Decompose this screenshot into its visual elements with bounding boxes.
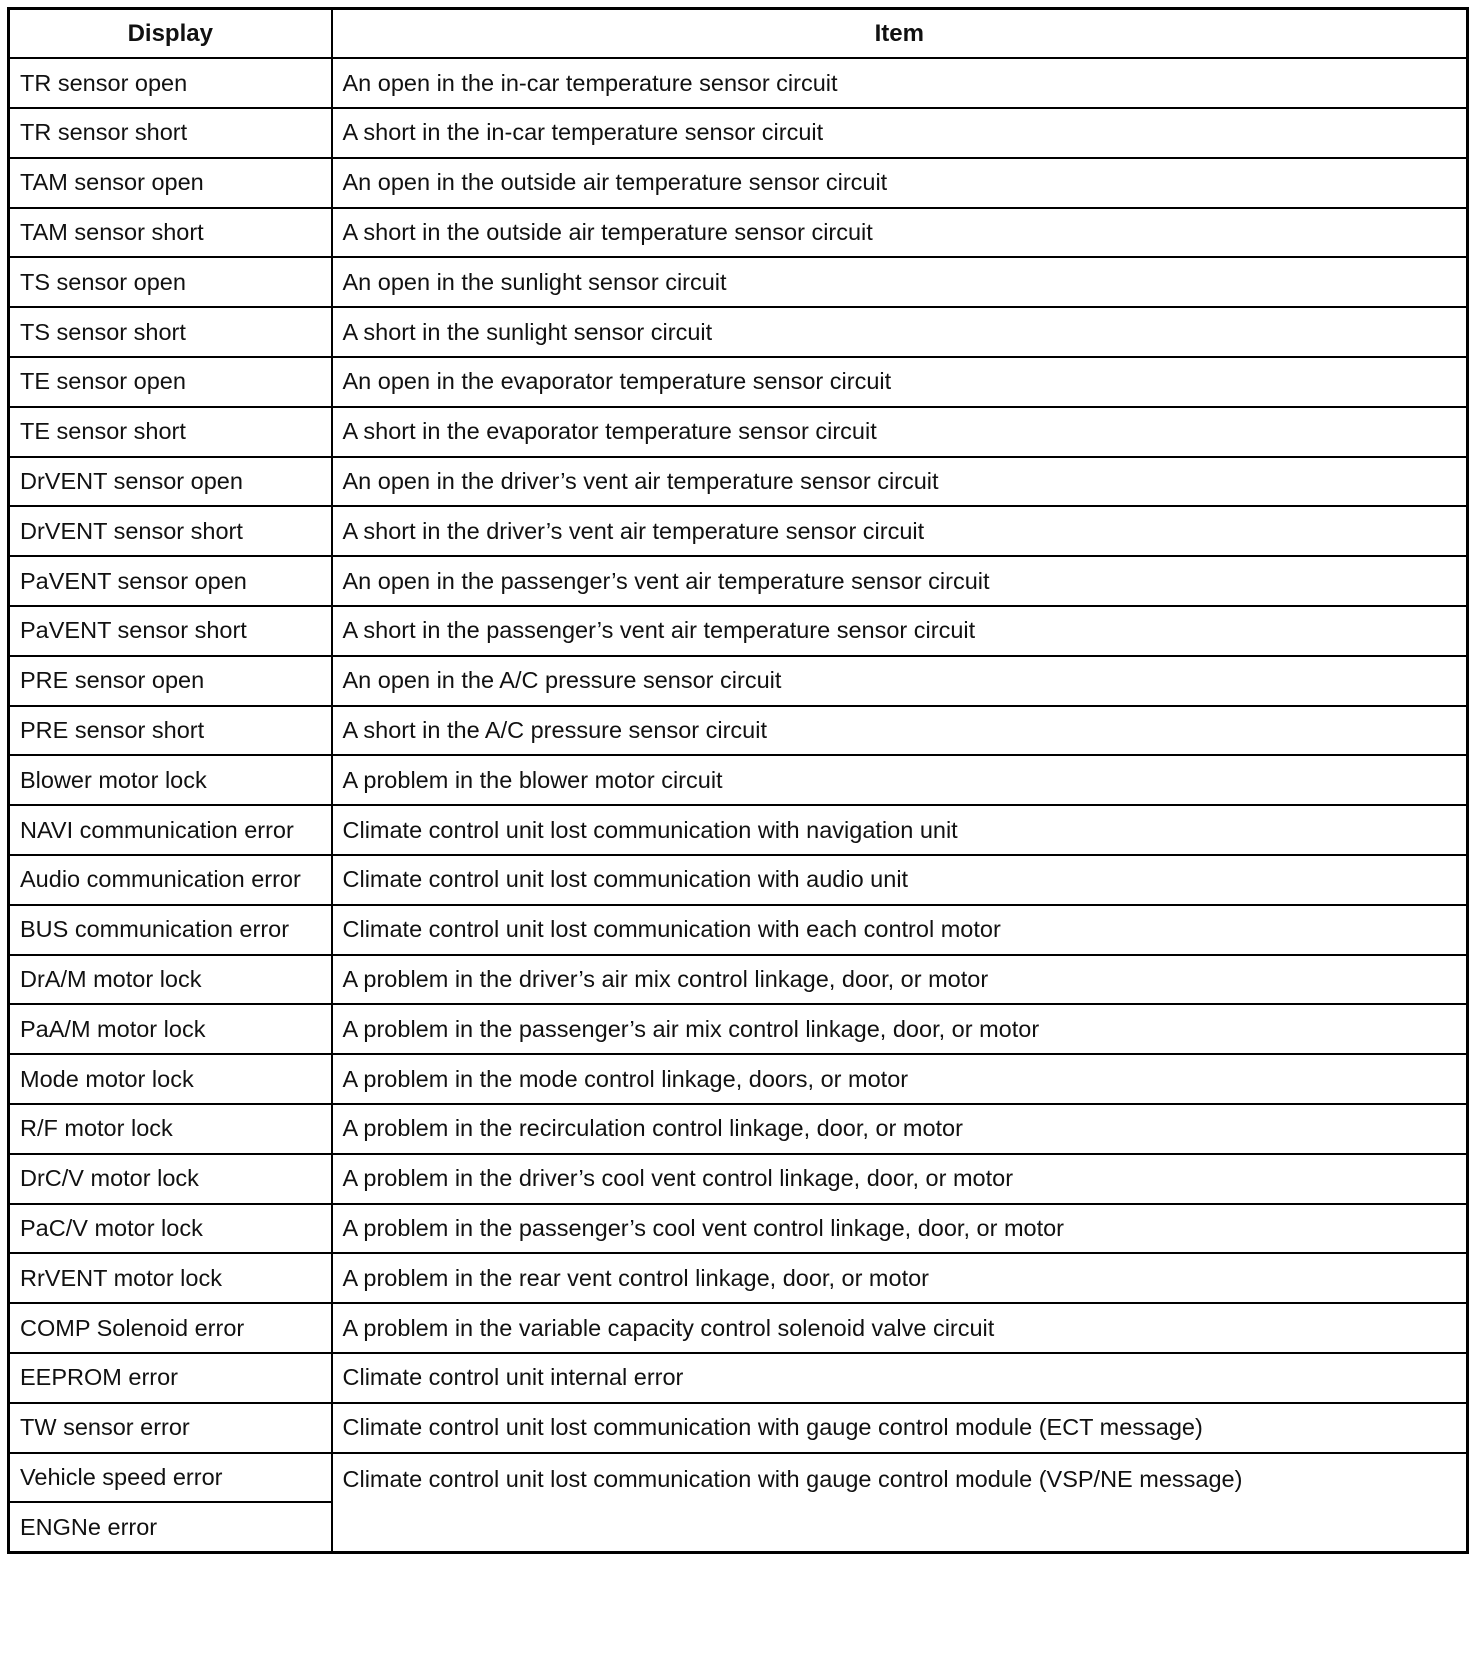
item-cell: A short in the outside air temperature sensor circuit bbox=[332, 208, 1468, 258]
column-header-item: Item bbox=[332, 9, 1468, 59]
display-cell: TR sensor short bbox=[9, 108, 332, 158]
item-cell: A problem in the driver’s cool vent control linkage, door, or motor bbox=[332, 1154, 1468, 1204]
item-cell: A problem in the passenger’s cool vent control linkage, door, or motor bbox=[332, 1204, 1468, 1254]
display-cell: TW sensor error bbox=[9, 1403, 332, 1453]
display-cell: NAVI communication error bbox=[9, 805, 332, 855]
item-cell: A problem in the driver’s air mix control linkage, door, or motor bbox=[332, 955, 1468, 1005]
table-row bbox=[9, 1453, 1468, 1503]
table-body bbox=[9, 58, 1468, 1552]
display-cell: PaC/V motor lock bbox=[9, 1204, 332, 1254]
item-cell: A problem in the recirculation control linkage, door, or motor bbox=[332, 1104, 1468, 1154]
display-cell: R/F motor lock bbox=[9, 1104, 332, 1154]
table-row bbox=[9, 1204, 1468, 1254]
item-cell: A problem in the passenger’s air mix control linkage, door, or motor bbox=[332, 1004, 1468, 1054]
table-row bbox=[9, 108, 1468, 158]
table-row bbox=[9, 656, 1468, 706]
table-header-row bbox=[9, 9, 1468, 59]
table-row bbox=[9, 855, 1468, 905]
table-row bbox=[9, 208, 1468, 258]
table-row bbox=[9, 58, 1468, 108]
item-cell: A short in the A/C pressure sensor circuit bbox=[332, 706, 1468, 756]
display-cell: TAM sensor open bbox=[9, 158, 332, 208]
display-cell: TR sensor open bbox=[9, 58, 332, 108]
table-row bbox=[9, 755, 1468, 805]
table-row bbox=[9, 407, 1468, 457]
item-cell: Climate control unit lost communication with audio unit bbox=[332, 855, 1468, 905]
table-row bbox=[9, 357, 1468, 407]
item-cell: An open in the in-car temperature sensor circuit bbox=[332, 58, 1468, 108]
display-cell: COMP Solenoid error bbox=[9, 1303, 332, 1353]
item-cell: A short in the in-car temperature sensor circuit bbox=[332, 108, 1468, 158]
table-row bbox=[9, 257, 1468, 307]
item-cell: An open in the driver’s vent air temperature sensor circuit bbox=[332, 457, 1468, 507]
display-cell: PRE sensor open bbox=[9, 656, 332, 706]
item-cell: A short in the sunlight sensor circuit bbox=[332, 307, 1468, 357]
display-cell: DrC/V motor lock bbox=[9, 1154, 332, 1204]
display-cell: PaVENT sensor open bbox=[9, 556, 332, 606]
item-cell: An open in the outside air temperature sensor circuit bbox=[332, 158, 1468, 208]
item-cell: A short in the driver’s vent air temperature sensor circuit bbox=[332, 506, 1468, 556]
table-row bbox=[9, 506, 1468, 556]
table-row bbox=[9, 606, 1468, 656]
table-row bbox=[9, 307, 1468, 357]
item-cell: Climate control unit lost communication with gauge control module (VSP/NE message) bbox=[332, 1453, 1468, 1553]
table-row bbox=[9, 1353, 1468, 1403]
item-cell: Climate control unit lost communication with each control motor bbox=[332, 905, 1468, 955]
display-cell: PaVENT sensor short bbox=[9, 606, 332, 656]
table-row bbox=[9, 457, 1468, 507]
column-header-display: Display bbox=[9, 9, 332, 59]
display-cell: RrVENT motor lock bbox=[9, 1253, 332, 1303]
table-row bbox=[9, 905, 1468, 955]
display-cell: TE sensor short bbox=[9, 407, 332, 457]
table-row bbox=[9, 1104, 1468, 1154]
table-row bbox=[9, 158, 1468, 208]
item-cell: A short in the evaporator temperature sensor circuit bbox=[332, 407, 1468, 457]
display-cell: PRE sensor short bbox=[9, 706, 332, 756]
table-row bbox=[9, 1154, 1468, 1204]
table-row bbox=[9, 1403, 1468, 1453]
display-cell: Audio communication error bbox=[9, 855, 332, 905]
table-row bbox=[9, 706, 1468, 756]
item-cell: A problem in the blower motor circuit bbox=[332, 755, 1468, 805]
display-cell: TAM sensor short bbox=[9, 208, 332, 258]
table-row bbox=[9, 556, 1468, 606]
display-cell: TE sensor open bbox=[9, 357, 332, 407]
table-row bbox=[9, 805, 1468, 855]
diagnostic-display-table bbox=[7, 7, 1469, 1554]
display-cell: PaA/M motor lock bbox=[9, 1004, 332, 1054]
item-cell: A short in the passenger’s vent air temperature sensor circuit bbox=[332, 606, 1468, 656]
item-cell: Climate control unit internal error bbox=[332, 1353, 1468, 1403]
item-cell: An open in the evaporator temperature sensor circuit bbox=[332, 357, 1468, 407]
item-cell: An open in the A/C pressure sensor circuit bbox=[332, 656, 1468, 706]
table-row bbox=[9, 1303, 1468, 1353]
display-cell: ENGNe error bbox=[9, 1502, 332, 1552]
display-cell: Blower motor lock bbox=[9, 755, 332, 805]
table-row bbox=[9, 1004, 1468, 1054]
table-row bbox=[9, 1253, 1468, 1303]
item-cell: Climate control unit lost communication with navigation unit bbox=[332, 805, 1468, 855]
item-cell: Climate control unit lost communication with gauge control module (ECT message) bbox=[332, 1403, 1468, 1453]
display-cell: EEPROM error bbox=[9, 1353, 332, 1403]
display-cell: DrVENT sensor open bbox=[9, 457, 332, 507]
item-cell: An open in the sunlight sensor circuit bbox=[332, 257, 1468, 307]
item-cell: A problem in the variable capacity control solenoid valve circuit bbox=[332, 1303, 1468, 1353]
display-cell: DrVENT sensor short bbox=[9, 506, 332, 556]
display-cell: TS sensor open bbox=[9, 257, 332, 307]
display-cell: DrA/M motor lock bbox=[9, 955, 332, 1005]
table-row bbox=[9, 955, 1468, 1005]
display-cell: BUS communication error bbox=[9, 905, 332, 955]
table-row bbox=[9, 1054, 1468, 1104]
display-cell: Mode motor lock bbox=[9, 1054, 332, 1104]
display-cell: Vehicle speed error bbox=[9, 1453, 332, 1503]
item-cell: A problem in the mode control linkage, doors, or motor bbox=[332, 1054, 1468, 1104]
display-cell: TS sensor short bbox=[9, 307, 332, 357]
item-cell: An open in the passenger’s vent air temperature sensor circuit bbox=[332, 556, 1468, 606]
item-cell: A problem in the rear vent control linkage, door, or motor bbox=[332, 1253, 1468, 1303]
